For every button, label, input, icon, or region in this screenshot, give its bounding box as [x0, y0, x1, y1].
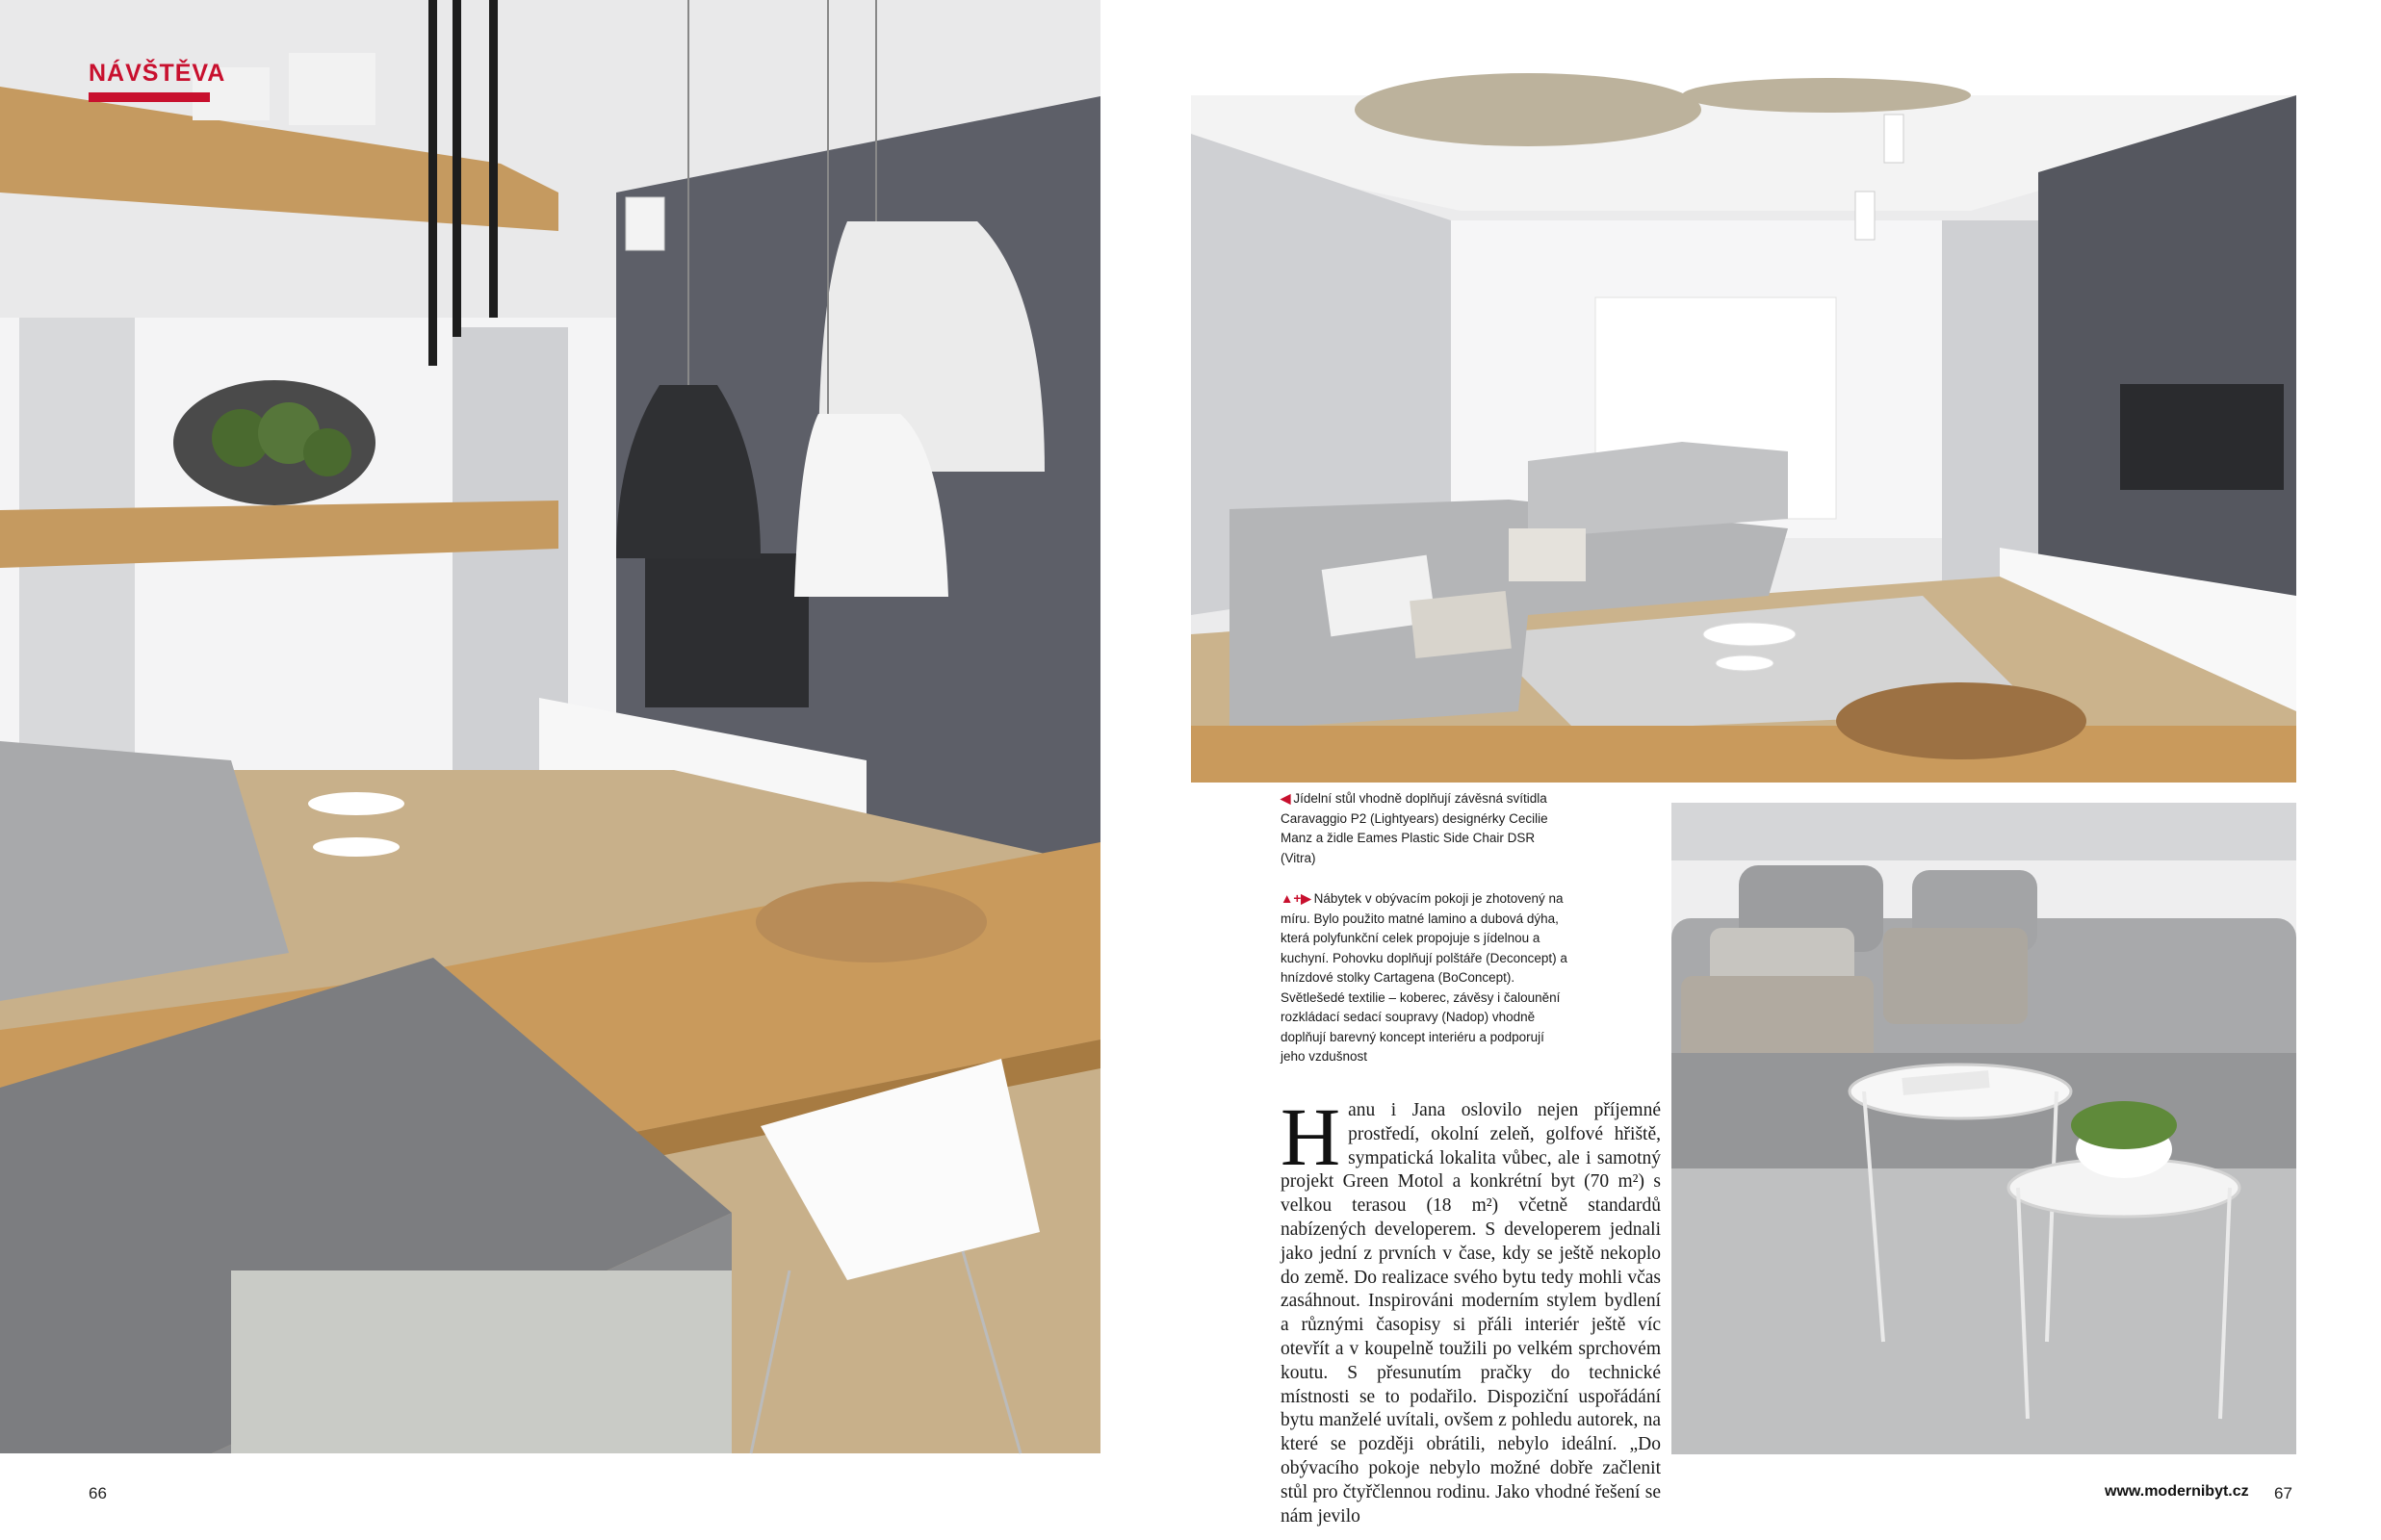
caption-lamps	[1281, 789, 1569, 880]
section-label: NÁVŠTĚVA	[89, 60, 226, 87]
triangle-up-right-icon: ▲+▶	[1281, 891, 1311, 906]
article-body	[1281, 1091, 1661, 1527]
article-text: anu i Jana oslovilo nejen příjemné prostředí, okolní zeleň, golfové hřiště, sympatická lokalita vůbec, ale i samotný projekt Green Motol a konkrétní byt (70 m²) s velkou terasou (18 m²) včetně standardů nabízených developerem. S developerem jednali jako jední z prvních v čase, kdy se ještě nekoplo do země. Do realizace svého bytu tedy mohli včas zasáhnout. Inspirováni moderním stylem bydlení a různými časopisy si přáli interiér ještě víc otevřít a v koupelně toužili po velkém sprchovém koutu. S přesunutím pračky do technické místnosti se to podařilo. Dispoziční uspořádání bytu manželé uvítali, ovšem z pohledu autorek, na které se později obrátili, nebylo ideální. „Do obývacího pokoje nebylo možné dobře začlenit stůl pro čtyřčlennou rodinu. Jako vhodné řešení se nám jevilo	[1281, 1100, 1661, 1527]
sofa-detail-photo	[1671, 803, 2296, 1454]
living-room-photo	[1191, 95, 2296, 783]
caption-furniture-text: Nábytek v obývacím pokoji je zhotovený na míru. Bylo použito matné lamino a dubová dýha, která polyfunkční celek propojuje s jídelnou a kuchyní. Pohovku doplňují polštáře (Deconcept) a hnízdové stolky Cartagena (BoConcept). Světlešedé textilie – koberec, závěsy i čalounění rozkládací sedací soupravy (Nadop) vhodně doplňují barevný koncept interiéru a podporují jeho vzdušnost	[1281, 891, 1567, 1064]
page-number-right: 67	[2274, 1484, 2292, 1502]
caption-furniture	[1281, 889, 1569, 1079]
page-number-left: 66	[89, 1484, 107, 1502]
website-url: www.modernibyt.cz	[2105, 1483, 2249, 1500]
triangle-left-icon: ◀	[1281, 791, 1291, 806]
caption-lamps-text: Jídelní stůl vhodně doplňují závěsná svítidla Caravaggio P2 (Lightyears) designérky Cecilie Manz a židle Eames Plastic Side Chair DSR (Vitra)	[1281, 791, 1548, 865]
section-underline	[89, 92, 210, 102]
drop-cap: H	[1281, 1091, 1341, 1183]
dining-room-photo	[0, 0, 1100, 1453]
